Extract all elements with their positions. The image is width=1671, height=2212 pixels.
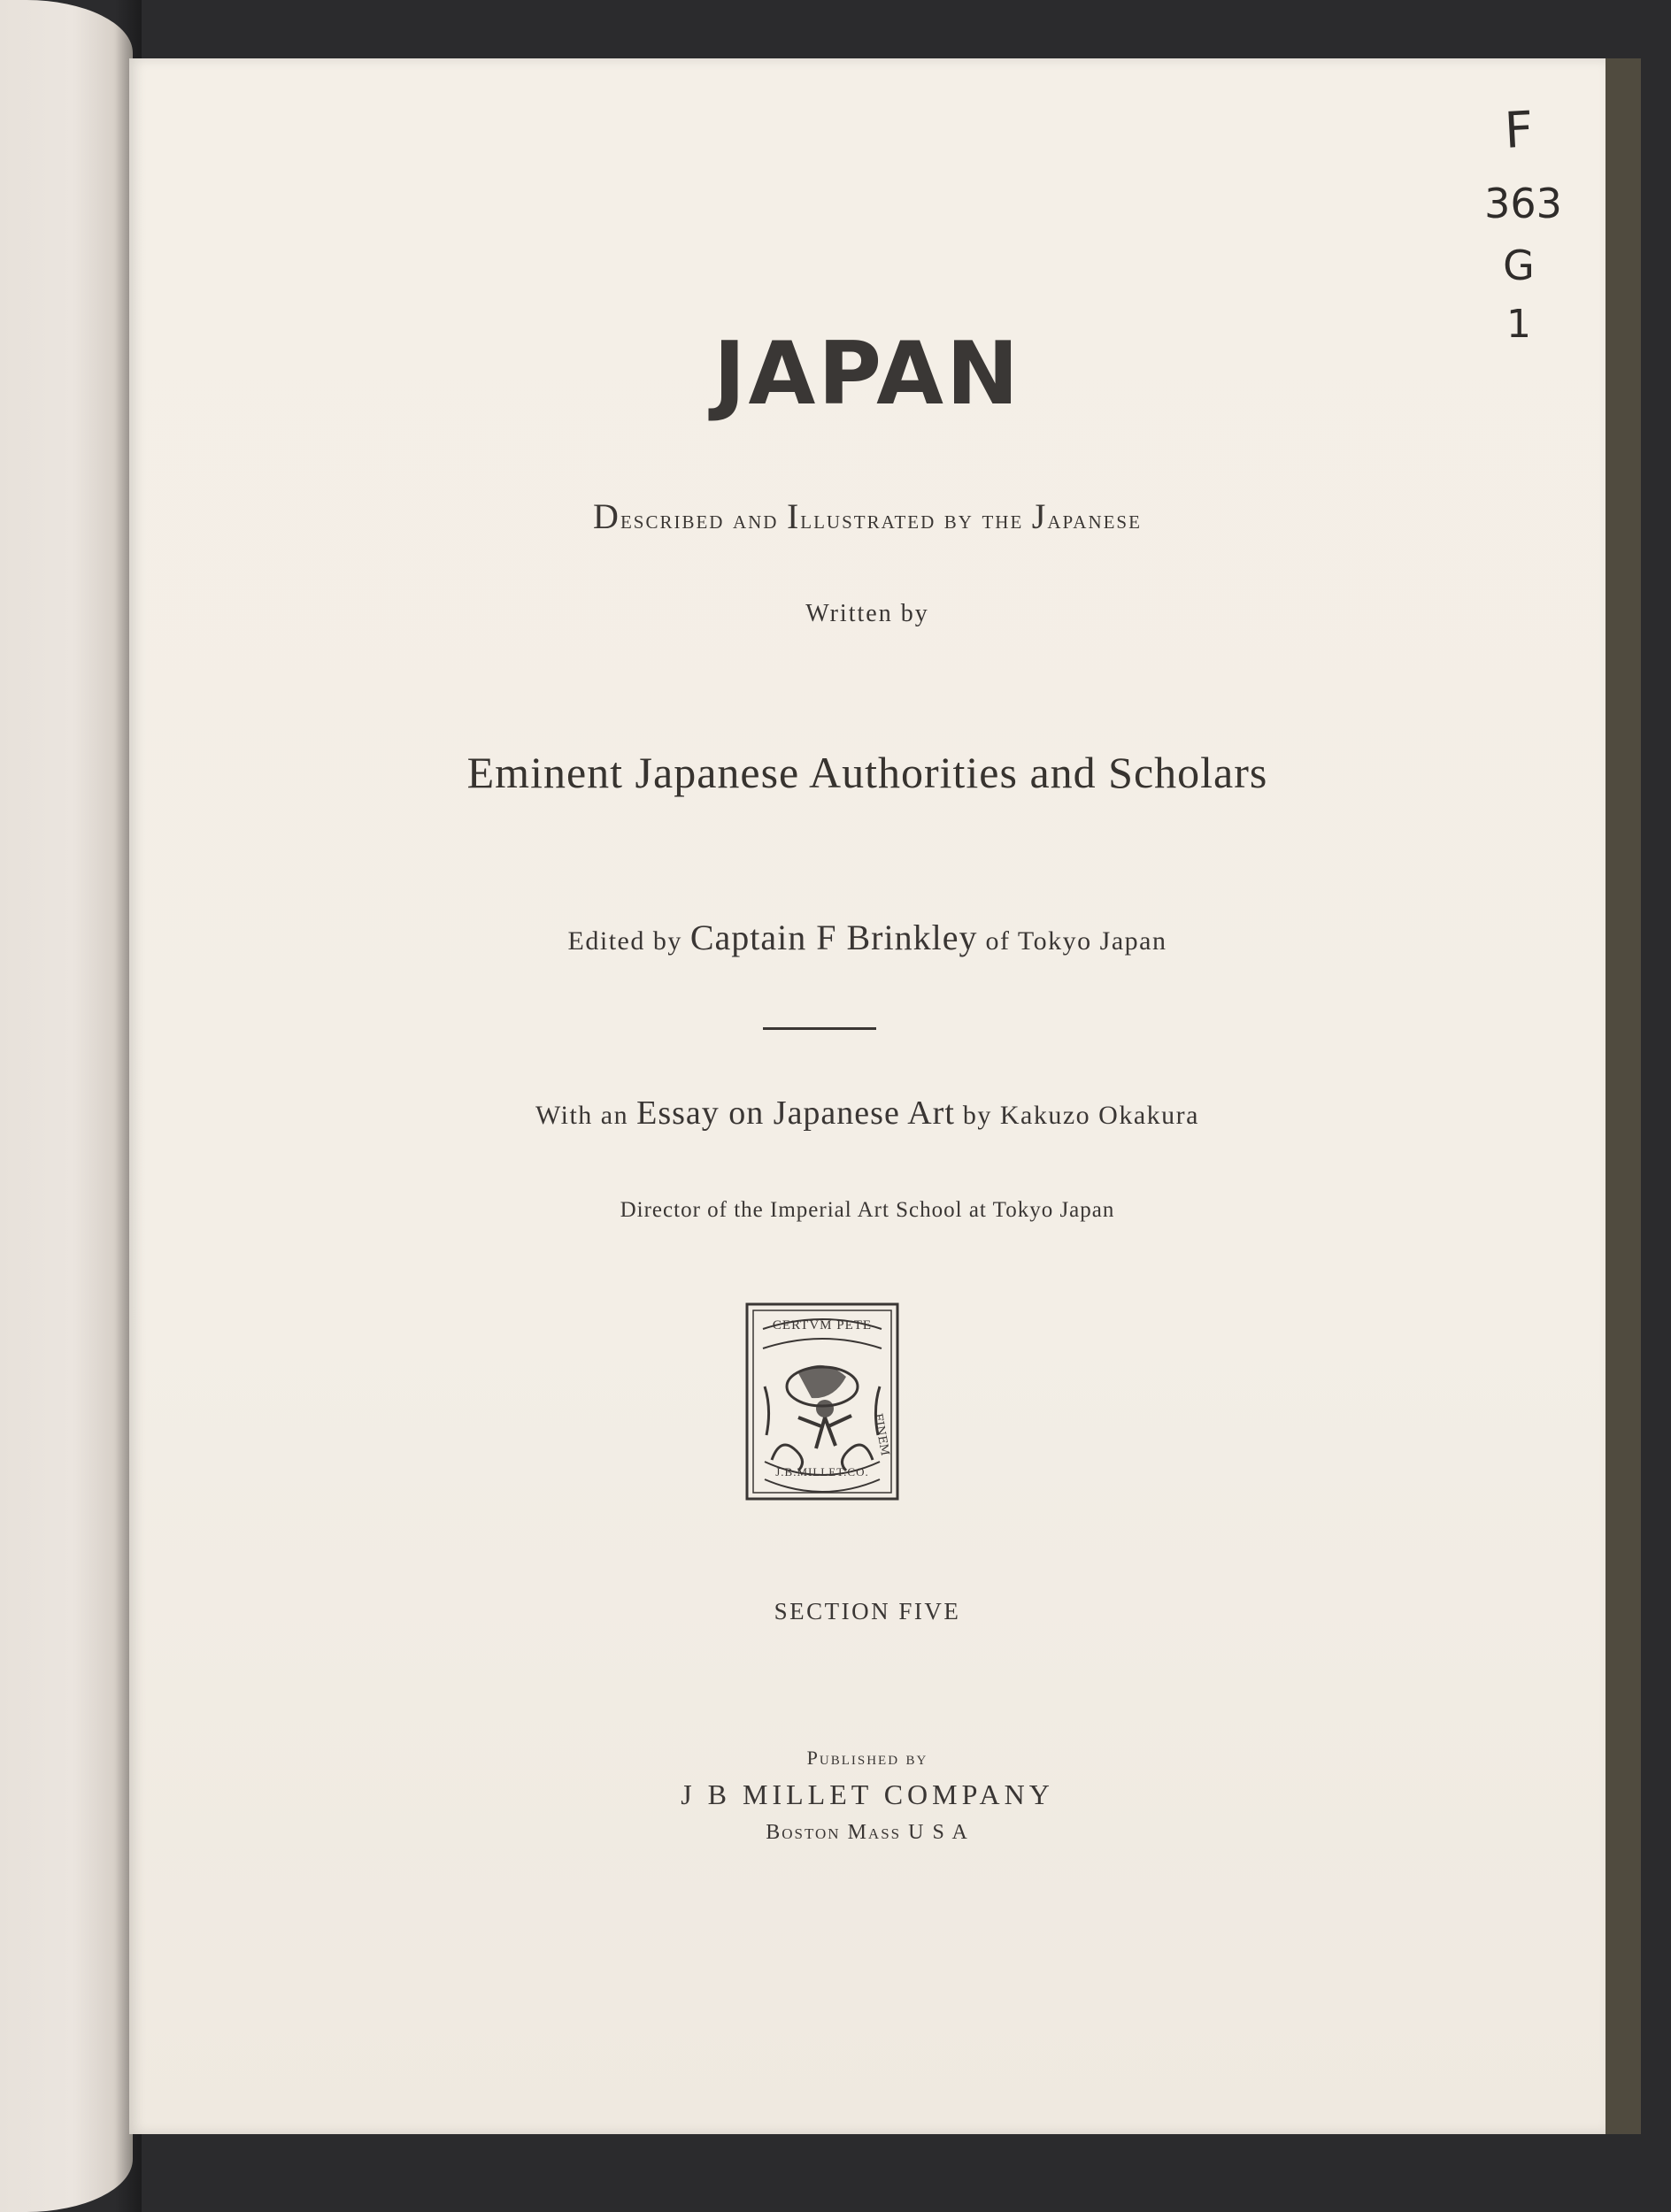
published-by: Published by <box>806 1747 928 1769</box>
divider-rule <box>763 1027 876 1030</box>
essay-subject: Essay on Japanese Art <box>636 1094 955 1132</box>
editor-prefix: Edited by <box>567 926 682 956</box>
editor-line <box>129 917 1606 958</box>
subtitle-w1-cap: D <box>593 496 620 536</box>
publisher-city: Boston Mass <box>766 1821 902 1844</box>
subtitle-w3-rest: llustrated <box>800 505 936 534</box>
publisher-emblem <box>745 1302 899 1501</box>
emblem-side-text: FINEM <box>870 1412 892 1457</box>
essay-prefix: With an <box>535 1101 629 1130</box>
subtitle-w2: and <box>732 505 779 534</box>
subtitle-w5-rest: apanese <box>1047 505 1142 534</box>
essay-line <box>129 1094 1606 1133</box>
section-label: SECTION FIVE <box>774 1598 961 1624</box>
cover-board-edge <box>1600 58 1641 2134</box>
call-number-line-2: 363 <box>1484 180 1562 227</box>
subtitle <box>129 495 1606 537</box>
publisher-country: U S A <box>908 1821 969 1844</box>
subtitle-w3-cap: I <box>786 496 801 536</box>
editor-name: Captain F Brinkley <box>689 918 978 957</box>
essay-author: by Kakuzo Okakura <box>962 1101 1199 1130</box>
subtitle-w1-rest: escribed <box>620 505 725 534</box>
written-by: Written by <box>805 600 929 627</box>
call-number-line-4: 1 <box>1506 302 1531 347</box>
emblem-motto: CERTVM PETE <box>772 1318 873 1333</box>
subtitle-w4: by the <box>943 505 1024 534</box>
publisher-name: J B MILLET COMPANY <box>681 1778 1054 1810</box>
facing-page <box>0 0 133 2212</box>
emblem-foot: J.B.MILLET.CO. <box>775 1465 869 1479</box>
editor-suffix: of Tokyo Japan <box>985 926 1167 956</box>
director-line: Director of the Imperial Art School at Tokyo Japan <box>620 1198 1115 1222</box>
page-title: JAPAN <box>713 324 1021 425</box>
title-page <box>129 58 1606 2134</box>
call-number-line-1: F <box>1503 101 1535 160</box>
subtitle-w5-cap: J <box>1031 496 1048 536</box>
handwritten-call-number <box>1457 85 1581 350</box>
authors-line: Eminent Japanese Authorities and Scholars <box>466 748 1268 797</box>
call-number-line-3: G <box>1503 242 1535 289</box>
publisher-location <box>129 1821 1606 1845</box>
